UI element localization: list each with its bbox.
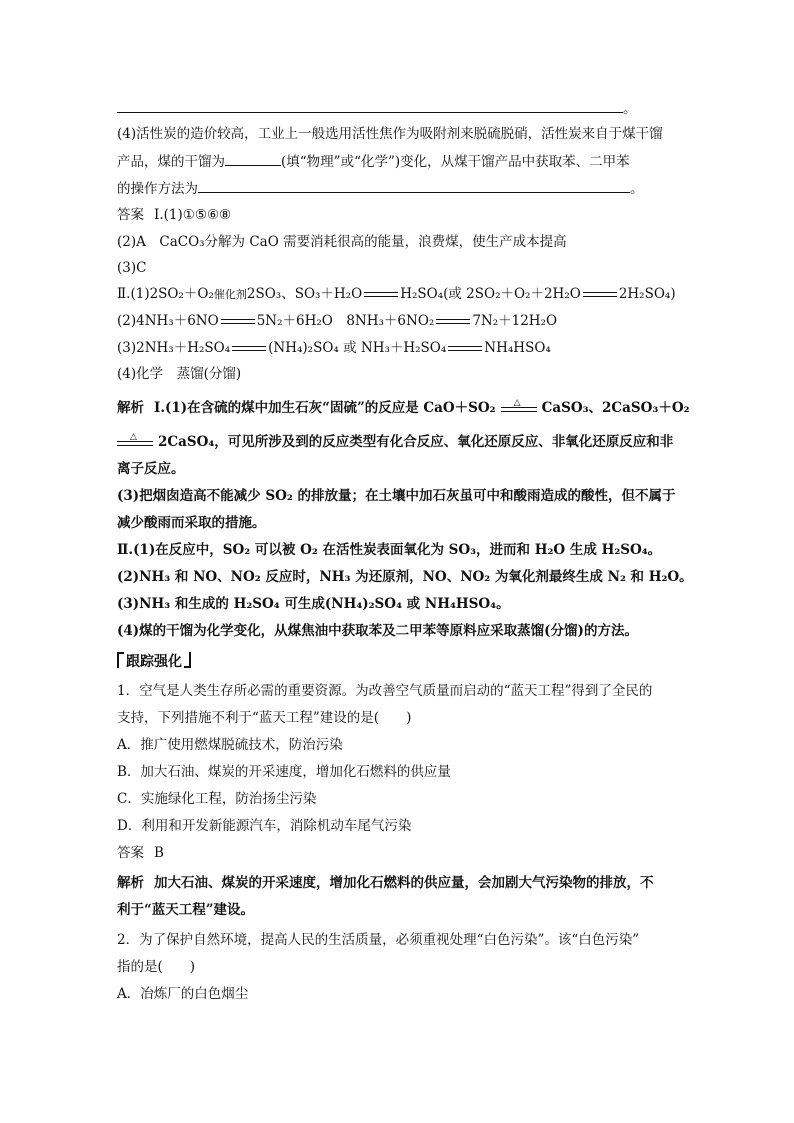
eq-b1-a: Ⅱ.(1)2SO₂＋O₂: [117, 286, 214, 302]
analysis-l1-b: CaSO₃、2CaSO₃＋O₂: [541, 400, 690, 416]
bracket-left-icon: [117, 652, 124, 668]
q1-option-a: A．推广使用燃煤脱硫技术，防治污染: [117, 737, 343, 753]
analysis-label: 解析: [117, 400, 144, 416]
equals-sign: [232, 344, 266, 354]
equals-sign: [436, 317, 470, 327]
eq-b2-a: (2)4NH₃＋6NO: [117, 313, 219, 329]
analysis-line-8: (3)NH₃ 和生成的 H₂SO₄ 可生成(NH₄)₂SO₄ 或 NH₄HSO₄。: [117, 596, 510, 612]
q4-line3-text: 的操作方法为: [117, 181, 198, 197]
analysis-line-6: Ⅱ.(1)在反应中，SO₂ 可以被 O₂ 在活性炭表面氧化为 SO₃，进而和 H₂O 生成 H₂SO₄。: [117, 542, 662, 558]
q2-option-a: A．冶炼厂的白色烟尘: [117, 986, 249, 1002]
analysis-l2: 2CaSO₄，可见所涉及到的反应类型有化合反应、氧化还原反应、非氧化还原反应和非: [158, 434, 674, 450]
eq-b3-c: NH₄HSO₄: [484, 340, 551, 356]
answer-line-6: [117, 338, 551, 358]
q4-line2-a: 产品，煤的干馏为: [117, 154, 225, 170]
q1-analysis-2: 利于“蓝天工程”建设。: [117, 902, 255, 918]
answer-blank: [117, 98, 623, 113]
q2-stem-1: 2．为了保护自然环境，提高人民的生活质量，必须重视处理“白色污染”。该“白色污染”: [117, 932, 640, 948]
q1-answer: [117, 843, 164, 863]
analysis-line-2: [117, 432, 673, 452]
q4-line2-b: (填“物理”或“化学”)变化，从煤干馏产品中获取苯、二甲苯: [281, 154, 630, 170]
end-mark: 。: [623, 101, 637, 117]
prev-answer-line: [117, 98, 637, 119]
analysis-line-1: [117, 398, 690, 418]
q1-analysis-1: [117, 873, 654, 893]
heat-equals-sign: [501, 397, 537, 416]
q1-option-d: D．利用和开发新能源汽车，消除机动车尾气污染: [117, 818, 412, 834]
eq-b2-c: 7N₂＋12H₂O: [472, 313, 558, 329]
q2-stem-2: 指的是( ): [117, 959, 196, 975]
q4-blank-2: [198, 178, 630, 193]
answer-line-4: [117, 284, 676, 305]
eq-b3-a: (3)2NH₃＋H₂SO₄: [117, 340, 231, 356]
catalyst-label: 催化剂: [213, 288, 247, 301]
analysis-line-3: 离子反应。: [117, 461, 185, 477]
answer-line-7: (4)化学 蒸馏(分馏): [117, 366, 242, 382]
section-title-text: 跟踪强化: [126, 654, 182, 670]
answer-line-1: [117, 205, 231, 225]
eq-b2-b: 5N₂＋6H₂O 8NH₃＋6NO₂: [256, 313, 435, 329]
analysis-line-7: (2)NH₃ 和 NO、NO₂ 反应时，NH₃ 为还原剂，NO、NO₂ 为氧化剂最终生成 N₂ 和 H₂O。: [117, 569, 693, 585]
answer-line-2: (2)A CaCO₃分解为 CaO 需要消耗很高的能量，浪费煤，使生产成本提高: [117, 234, 567, 250]
equals-sign: [221, 317, 255, 327]
q1-stem-1: 1．空气是人类生存所必需的重要资源。为改善空气质量而启动的“蓝天工程”得到了全民的: [117, 683, 653, 699]
q4-line2: [117, 151, 630, 172]
q1-answer-value: B: [154, 845, 164, 861]
answer-label: 答案: [117, 207, 144, 223]
analysis-line-5: 减少酸雨而采取的措施。: [117, 515, 266, 531]
analysis-line-9: (4)煤的干馏为化学变化，从煤焦油中获取苯及二甲苯等原料应采取蒸馏(分馏)的方法。: [117, 623, 638, 639]
answer-line-3: (3)C: [117, 260, 147, 276]
heat-triangle-icon: △: [130, 431, 137, 442]
heat-triangle-icon: △: [513, 397, 521, 408]
q4-blank-1: [225, 151, 281, 166]
q1-analysis-text: 加大石油、煤炭的开采速度，增加化石燃料的供应量，会加剧大气污染物的排放，不: [154, 875, 654, 891]
eq-b1-c: H₂SO₄(或 2SO₂＋O₂＋2H₂O: [400, 286, 581, 302]
answer-line-5: [117, 311, 557, 331]
q4-line1: (4)活性炭的造价较高，工业上一般选用活性焦作为吸附剂来脱硫脱硝，活性炭来自于煤干馏: [117, 126, 663, 142]
equals-sign: [448, 344, 482, 354]
analysis-l1-a: Ⅰ.(1)在含硫的煤中加生石灰“固硫”的反应是 CaO＋SO₂: [154, 400, 496, 416]
eq-b3-b: (NH₄)₂SO₄ 或 NH₃＋H₂SO₄: [268, 340, 447, 356]
answer-part1: Ⅰ.(1)①⑤⑥⑧: [154, 207, 232, 223]
bracket-right-icon: [184, 652, 191, 668]
equals-sign: [364, 290, 398, 300]
q1-stem-2: 支持，下列措施不利于“蓝天工程”建设的是( ): [117, 710, 412, 726]
q1-option-c: C．实施绿化工程，防治扬尘污染: [117, 791, 317, 807]
equals-sign: [583, 290, 617, 300]
q4-line3: [117, 178, 644, 199]
q1-answer-label: 答案: [117, 845, 144, 861]
q4-line3-end: 。: [630, 181, 644, 197]
eq-b1-b: 2SO₃、SO₃＋H₂O: [246, 286, 363, 302]
analysis-line-4: (3)把烟囱造高不能减少 SO₂ 的排放量；在土壤中加石灰虽可中和酸雨造成的酸性，但不属于: [117, 488, 676, 504]
q1-option-b: B．加大石油、煤炭的开采速度，增加化石燃料的供应量: [117, 764, 451, 780]
heat-equals-sign: [117, 431, 153, 450]
section-title: [117, 651, 191, 671]
eq-b1-d: 2H₂SO₄): [618, 286, 676, 302]
q1-analysis-label: 解析: [117, 875, 144, 891]
